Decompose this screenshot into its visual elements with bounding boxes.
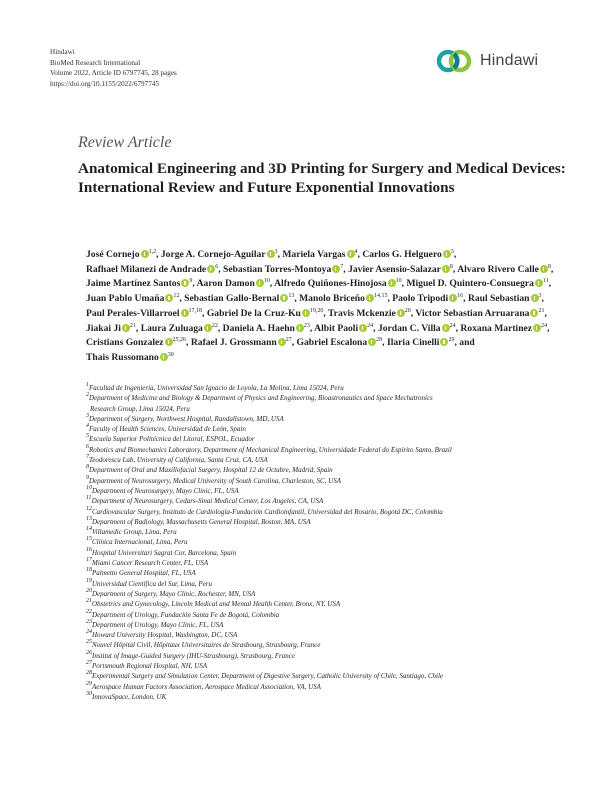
author-affiliation-number: 3 — [274, 249, 278, 255]
affiliation-text: Institut of Image-Guided Surgery (IHU-Strasbourg), Strasbourg, France — [92, 651, 295, 660]
author-affiliation-number: 24 — [541, 322, 548, 329]
author-entry — [392, 293, 463, 304]
orcid-icon[interactable] — [141, 250, 149, 258]
affiliation-item — [86, 671, 566, 681]
orcid-icon[interactable] — [531, 294, 539, 302]
affiliation-item — [86, 568, 566, 578]
author-name: Roxana Martinez — [460, 322, 533, 334]
orcid-icon[interactable] — [388, 279, 396, 287]
author-name: Jordan C. Villa — [377, 322, 441, 334]
orcid-icon[interactable] — [181, 309, 189, 317]
affiliation-text: Department of Radiology, Massachusetts General Hospital, Boston, MA, USA — [92, 517, 311, 526]
affiliation-item — [86, 661, 566, 671]
author-affiliation-number: 8 — [449, 263, 453, 270]
affiliation-text: Cardiovascular Surgery, Instituto de Cardiología-Fundación Cardioinfantil, Universidad del Rosario, Bogotá DC, Colombia — [92, 507, 443, 516]
author-name: José Cornejo — [86, 249, 140, 260]
affiliation-item — [86, 393, 566, 403]
affiliation-item — [86, 434, 566, 444]
affiliation-text: Faculty of Health Sciences, Universidad de León, Spain — [89, 425, 246, 434]
affiliation-item — [86, 599, 566, 609]
author-entry — [223, 323, 310, 334]
author-name: Victor Sebastian Arruarana — [415, 307, 530, 319]
affiliation-text: Department of Oral and Maxillofacial Surgery, Hospital 12 de Octubre, Madrid, Spain — [89, 466, 333, 475]
logo-text: Hindawi — [480, 52, 539, 69]
affiliation-number: 3 — [86, 412, 89, 419]
author-affiliation-number: 12 — [173, 293, 180, 300]
affiliation-number: 22 — [86, 608, 92, 615]
affiliation-number: 21 — [86, 598, 92, 605]
affiliation-text: Villamedic Group, Lima, Peru — [92, 528, 177, 537]
affiliation-number: 18 — [86, 567, 92, 574]
author-affiliation-number: 17,18 — [188, 307, 203, 314]
author-name: Juan Pablo Umaña — [86, 293, 165, 305]
affiliation-text: Obstetrics and Gynecology, Lincoln Medical and Mental Health Center, Bronx, NY, USA — [92, 600, 341, 609]
author-name: Daniela A. Haehn — [222, 322, 295, 334]
affiliation-text: Research Group, Lima 15024, Peru — [90, 404, 190, 413]
author-name: Raul Sebastian — [467, 293, 530, 305]
author-name: Javier Asensio-Salazar — [348, 263, 441, 275]
author-entry — [314, 323, 373, 334]
orcid-icon[interactable] — [256, 279, 264, 287]
affiliation-text: Department of Medicine and Biology & Department of Physics and Engineering, Bioastronautics and Space Mechatronics — [89, 394, 433, 403]
affiliation-text: Hospital Universitari Sagrat Cor, Barcelona, Spain — [92, 548, 237, 557]
affiliation-number: 12 — [86, 505, 92, 512]
author-name: Aaron Damon — [196, 278, 255, 290]
author-affiliation-number: 10 — [395, 278, 402, 285]
author-entry — [468, 293, 542, 304]
author-affiliation-number: 24 — [449, 322, 456, 329]
affiliation-text: Escuela Superior Politécnica del Litoral, ESPOL, Ecuador — [89, 435, 255, 444]
article-type: Review Article — [78, 134, 172, 151]
affiliation-item — [86, 579, 566, 589]
author-name: Rafhael Milanezi de Andrade — [86, 263, 207, 275]
affiliation-item — [86, 537, 566, 547]
author-affiliation-number: 28 — [376, 337, 383, 344]
author-name: Miguel D. Quintero-Consuegra — [406, 278, 534, 290]
author-name: Cristians Gonzalez — [86, 337, 164, 349]
orcid-icon[interactable] — [540, 265, 548, 273]
affiliation-text: Teodorescu Lab, University of California, Santa Cruz, CA, USA — [89, 456, 268, 465]
author-entry — [297, 337, 383, 348]
author-entry — [86, 352, 174, 363]
orcid-icon[interactable] — [296, 324, 304, 332]
orcid-icon[interactable] — [533, 324, 541, 332]
article-title: Anatomical Engineering and 3D Printing for Surgery and Medical Devices: International Review and Future Exponential Innovations — [78, 160, 566, 196]
affiliation-number: 23 — [86, 618, 92, 625]
hindawi-logo — [436, 48, 538, 74]
affiliation-text: Palmetto General Hospital, FL, USA — [92, 569, 196, 578]
affiliation-number: 5 — [86, 433, 89, 440]
orcid-icon[interactable] — [368, 338, 376, 346]
affiliation-item — [86, 486, 566, 496]
author-entry — [141, 323, 218, 334]
author-entry — [191, 337, 292, 348]
author-entry — [378, 323, 456, 334]
orcid-icon[interactable] — [449, 294, 457, 302]
author-affiliation-number: 22 — [211, 322, 218, 329]
affiliation-text: Nouvel Hôpital Civil, Hôpitaux Universitaires de Strasbourg, Strasbourg, France — [92, 641, 321, 650]
orcid-icon[interactable] — [302, 309, 310, 317]
affiliation-number: 8 — [86, 464, 89, 471]
author-entry — [86, 308, 202, 319]
affiliation-item — [86, 383, 566, 393]
author-entry — [223, 264, 343, 275]
affiliation-item — [86, 476, 566, 486]
author-name: Alfredo Quiñones-Hinojosa — [274, 278, 387, 290]
author-entry — [282, 249, 357, 260]
author-affiliation-number: 6 — [215, 263, 219, 270]
affiliation-number: 15 — [86, 536, 92, 543]
affiliation-item — [86, 496, 566, 506]
author-entry — [86, 278, 192, 289]
orcid-icon[interactable] — [535, 279, 543, 287]
author-entry — [86, 323, 136, 334]
author-name: Rafael J. Grossmann — [190, 337, 277, 349]
affiliation-item — [86, 610, 566, 620]
affiliation-number: 29 — [86, 680, 92, 687]
author-affiliation-number: 13 — [288, 293, 295, 300]
affiliation-number: 24 — [86, 629, 92, 636]
author-entry — [197, 278, 270, 289]
author-entry — [299, 293, 387, 304]
author-affiliation-number: 16 — [457, 293, 464, 300]
affiliation-text: Howard University Hospital, Washington, DC, USA — [92, 631, 238, 640]
orcid-icon[interactable] — [204, 324, 212, 332]
author-name: Sebastian Torres-Montoya — [222, 263, 332, 275]
affiliation-item — [86, 404, 566, 414]
affiliation-item — [86, 589, 566, 599]
affiliation-text: Miami Cancer Research Center, FL, USA — [92, 559, 209, 568]
affiliation-item — [86, 620, 566, 630]
affiliation-text: Portsmouth Regional Hospital, NH, USA — [92, 662, 208, 671]
author-affiliation-number: 24 — [367, 322, 374, 329]
affiliation-text: Department of Neurosurgery, Mayo Clinic, FL, USA — [92, 486, 239, 495]
orcid-icon[interactable] — [280, 294, 288, 302]
author-name: Jiakai Ji — [86, 322, 121, 334]
author-entry — [457, 264, 551, 275]
author-affiliation-number: 1,2 — [148, 249, 157, 255]
hindawi-rings-icon — [436, 48, 476, 74]
author-entry — [348, 264, 453, 275]
orcid-icon[interactable] — [359, 324, 367, 332]
author-name: Sebastian Gallo-Bernal — [184, 293, 280, 305]
orcid-icon[interactable] — [442, 324, 450, 332]
affiliation-item — [86, 527, 566, 537]
affiliation-item — [86, 517, 566, 527]
journal-name: BioMed Research International — [50, 58, 141, 67]
affiliation-item — [86, 548, 566, 558]
affiliation-number: 25 — [86, 639, 92, 646]
affiliation-text: Department of Surgery, Northwest Hospital, Randallstown, MD, USA — [89, 414, 284, 423]
orcid-icon[interactable] — [278, 338, 286, 346]
author-entry — [86, 337, 186, 348]
orcid-icon[interactable] — [440, 338, 448, 346]
affiliation-number: 20 — [86, 587, 92, 594]
affiliation-text: Aerospace Human Factors Association, Aerospace Medical Association, VA, USA — [92, 682, 321, 691]
author-affiliation-number: 4 — [354, 249, 358, 255]
affiliation-number: 13 — [86, 515, 92, 522]
orcid-icon[interactable] — [165, 294, 173, 302]
affiliation-text: Universidad Científica del Sur, Lima, Peru — [92, 579, 212, 588]
volume-line: Volume 2022, Article ID 6797745, 28 pages — [50, 69, 177, 77]
author-entry — [460, 323, 547, 334]
author-entry — [274, 278, 402, 289]
affiliation-number: 1 — [86, 382, 89, 388]
author-affiliation-number: 14,15 — [373, 293, 388, 300]
orcid-icon[interactable] — [165, 338, 173, 346]
affiliation-item — [86, 692, 566, 702]
orcid-icon[interactable] — [122, 324, 130, 332]
affiliation-text: Department of Surgery, Mayo Clinic, Rochester, MN, USA — [92, 589, 256, 598]
author-name: Paul Perales-Villarroel — [86, 307, 180, 319]
orcid-icon[interactable] — [443, 250, 451, 258]
orcid-icon[interactable] — [160, 353, 168, 361]
author-entry — [161, 249, 278, 260]
author-affiliation-number: 5 — [450, 249, 454, 255]
affiliation-number: 11 — [86, 495, 92, 502]
author-affiliation-number: 11 — [542, 278, 549, 285]
affiliation-item — [86, 651, 566, 661]
author-name: Laura Zuluaga — [140, 322, 203, 334]
author-affiliation-number: 8 — [547, 263, 551, 270]
author-entry — [86, 293, 179, 304]
orcid-icon[interactable] — [442, 265, 450, 273]
affiliation-text: Department of Neurosurgery, Medical University of South Carolina, Charleston, SC, USA — [89, 476, 341, 485]
author-affiliation-number: 21 — [538, 307, 545, 314]
affiliation-text: Facultad de Ingeniería, Universidad San Ignacio de Loyola, La Molina, Lima 15024, Peru — [89, 384, 344, 392]
author-entry — [86, 249, 156, 260]
author-entry — [328, 308, 411, 319]
orcid-icon[interactable] — [267, 250, 275, 258]
author-name: Alvaro Rivero Calle — [457, 263, 539, 275]
affiliation-item — [86, 455, 566, 465]
author-name: Travis Mckenzie — [328, 307, 396, 319]
author-affiliation-number: 10 — [263, 278, 270, 285]
author-affiliation-number: 3 — [538, 293, 542, 300]
orcid-icon[interactable] — [332, 265, 340, 273]
affiliation-item — [86, 465, 566, 475]
affiliation-number: 9 — [86, 474, 89, 481]
journal-info — [50, 47, 177, 89]
orcid-icon[interactable] — [366, 294, 374, 302]
affiliation-text: InnovaSpace, London, UK — [92, 692, 167, 701]
author-entry — [362, 249, 454, 260]
orcid-icon[interactable] — [397, 309, 405, 317]
affiliation-item — [86, 558, 566, 568]
affiliation-item — [86, 507, 566, 517]
author-affiliation-number: 27 — [285, 337, 292, 344]
affiliation-item — [86, 445, 566, 455]
author-affiliation-number: 19,20 — [309, 307, 324, 314]
author-entry — [406, 278, 548, 289]
affiliation-item — [86, 424, 566, 434]
affiliation-text: Department of Urology, Mayo Clinic, FL, USA — [92, 620, 224, 629]
author-name: Jorge A. Cornejo-Aguilar — [160, 249, 266, 260]
author-name: Ilaria Cinelli — [386, 337, 440, 349]
author-entry — [86, 264, 218, 275]
affiliation-text: Department of Neurosurgery, Cedars-Sinai Medical Center, Los Angeles, CA, USA — [91, 497, 324, 506]
author-affiliation-number: 25,26 — [172, 337, 187, 344]
affiliation-number: 10 — [86, 484, 92, 491]
author-entry — [184, 293, 294, 304]
author-name: Thais Russomano — [86, 351, 159, 363]
author-entry — [207, 308, 324, 319]
author-list: José Cornejo $^{1,2}$, Jorge A. Cornejo-Aguilar $^3$, Mariela Vargas $^4$, Carlos G. Helguero $^5$, Rafhael Milanezi de Andrade $^6$, Sebastian Torres-Montoya $^7$, Javier Asensio-Salazar $^8$, Alvaro Rivero Calle $^8$, Jaime Martínez Santos $^9$, Aaron Damon $^{10}$, Alfredo Quiñones-Hinojosa $^{10}$, Miguel D. Quintero-Consuegra $^{11}$, Juan Pablo Umaña $^{12}$, Sebastian Gallo-Bernal $^{13}$, Manolo Briceño $^{14,15}$, Paolo Tripodi $^{16}$, Raul Sebastian $^3$, Paul Perales-Villarroel $^{17,18}$, Gabriel De la Cruz-Ku $^{19,20}$, Travis Mckenzie $^{20}$, Victor Sebastian Arruarana $^{21}$, Jiakai Ji $^{21}$, Laura Zuluaga $^{22}$, Daniela A. Haehn $^{23}$, Albit Paoli $^{24}$, Jordan C. Villa $^{24}$, Roxana Martinez $^{24}$, Cristians Gonzalez $^{25,26}$, Rafael J. Grossmann $^{27}$, Gabriel Escalona $^{28}$, Ilaria Cinelli $^{29}$, and Thais Russomano $^{30}$ — [86, 249, 554, 363]
affiliation-item — [86, 682, 566, 692]
author-name: Gabriel De la Cruz-Ku — [206, 307, 301, 319]
author-name: Paolo Tripodi — [392, 293, 449, 305]
author-affiliation-number: 30 — [167, 351, 174, 358]
affiliation-number: 19 — [86, 577, 92, 584]
affiliation-text: Experimental Surgery and Simulation Center, Department of Digestive Surgery, Catholic University of Chile, Santiago, Chile — [92, 672, 443, 681]
affiliation-text: Robotics and Biomechanics Laboratory, Department of Mechanical Engineering, Universidade Federal do Espírito Santo, Brazil — [89, 445, 452, 454]
author-entry — [387, 337, 455, 348]
affiliation-text: Clínica Internacional, Lima, Peru — [92, 538, 188, 547]
affiliation-number: 6 — [86, 443, 89, 450]
affiliation-number: 26 — [86, 649, 92, 656]
author-name: Manolo Briceño — [299, 293, 365, 305]
author-affiliation-number: 7 — [340, 263, 344, 270]
affiliation-number: 2 — [86, 392, 89, 399]
affiliation-number: 7 — [86, 454, 89, 461]
author-affiliation-number: 21 — [129, 322, 136, 329]
affiliation-number: 4 — [86, 423, 89, 430]
affiliation-number: 27 — [86, 660, 92, 667]
author-affiliation-number: 29 — [448, 337, 455, 344]
affiliation-number: 30 — [86, 690, 92, 697]
author-affiliation-number: 9 — [189, 278, 193, 285]
author-name: Carlos G. Helguero — [362, 249, 442, 260]
author-affiliation-number: 23 — [303, 322, 310, 329]
affiliation-number: 16 — [86, 546, 92, 553]
publisher-name: Hindawi — [50, 48, 75, 56]
author-name: Mariela Vargas — [282, 249, 346, 260]
author-name: Gabriel Escalona — [296, 337, 368, 349]
author-name: Jaime Martínez Santos — [86, 278, 181, 290]
affiliation-item — [86, 640, 566, 650]
affiliation-number: 17 — [86, 557, 92, 564]
author-name: Albit Paoli — [314, 322, 359, 334]
orcid-icon[interactable] — [207, 265, 215, 273]
doi-link[interactable]: https://doi.org/10.1155/2022/6797745 — [50, 79, 160, 88]
orcid-icon[interactable] — [530, 309, 538, 317]
affiliation-text: Department of Urology, Fundación Santa Fe de Bogotá, Colombia — [92, 610, 280, 619]
affiliation-number: 28 — [86, 670, 92, 677]
affiliation-item — [86, 630, 566, 640]
author-entry — [415, 308, 544, 319]
orcid-icon[interactable] — [181, 279, 189, 287]
affiliation-number: 14 — [86, 526, 92, 533]
author-affiliation-number: 20 — [404, 307, 411, 314]
orcid-icon[interactable] — [347, 250, 355, 258]
affiliation-item — [86, 414, 566, 424]
affiliation-list — [86, 383, 566, 702]
